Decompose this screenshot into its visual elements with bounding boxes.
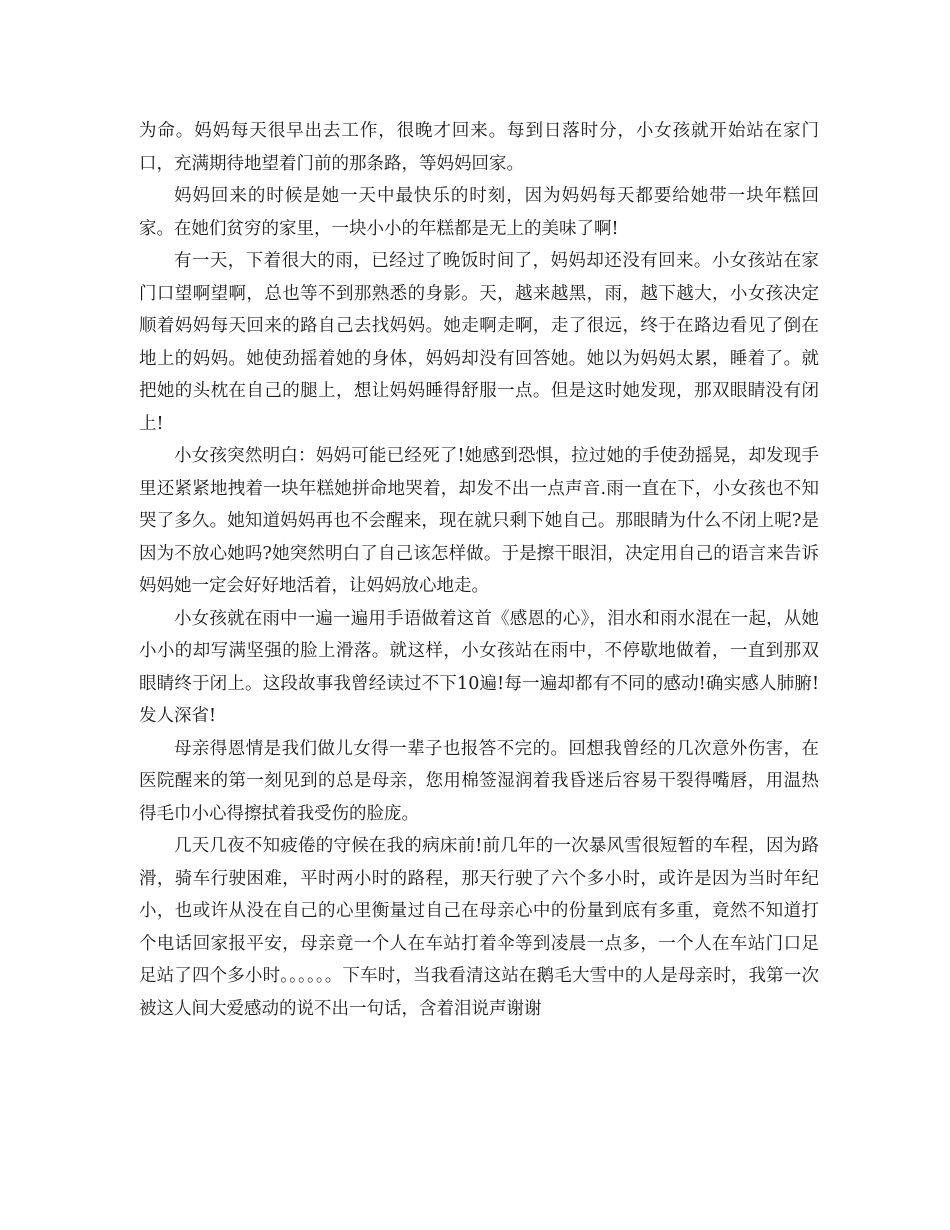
paragraph: 有一天，下着很大的雨，已经过了晚饭时间了，妈妈却还没有回来。小女孩站在家门口望啊望啊，总也等不到那熟悉的身影。天，越来越黑，雨，越下越大，小女孩决定顺着妈妈每天回来的路自己去找妈妈。她走啊走啊，走了很远，终于在路边看见了倒在地上的妈妈。她使劲摇着她的身体，妈妈却没有回答她。她以为妈妈太累，睡着了。就把她的头枕在自己的腿上，想让妈妈睡得舒服一点。但是这时她发现，那双眼睛没有闭上! bbox=[139, 251, 819, 434]
body-text bbox=[139, 115, 819, 1025]
paragraph: 妈妈回来的时候是她一天中最快乐的时刻，因为妈妈每天都要给她带一块年糕回家。在她们贫穷的家里，一块小小的年糕都是无上的美味了啊! bbox=[139, 186, 819, 239]
paragraph: 小女孩突然明白：妈妈可能已经死了!她感到恐惧，拉过她的手使劲摇晃，却发现手里还紧紧地拽着一块年糕她拼命地哭着，却发不出一点声音.雨一直在下，小女孩也不知哭了多久。她知道妈妈再也不会醒来，现在就只剩下她自己。那眼睛为什么不闭上呢?是因为不放心她吗?她突然明白了自己该怎样做。于是擦干眼泪，决定用自己的语言来告诉妈妈她一定会好好地活着，让妈妈放心地走。 bbox=[139, 446, 819, 596]
paragraph: 几天几夜不知疲倦的守候在我的病床前!前几年的一次暴风雪很短暂的车程，因为路滑，骑车行驶困难，平时两小时的路程，那天行驶了六个多小时，或许是因为当时年纪小，也或许从没在自己的心里衡量过自己在母亲心中的份量到底有多重，竟然不知道打个电话回家报平安，母亲竟一个人在车站打着伞等到凌晨一点多，一个人在车站门口足足站了四个多小时。。。。。。下车时，当我看清这站在鹅毛大雪中的人是母亲时，我第一次被这人间大爱感动的说不出一句话，含着泪说声谢谢 bbox=[139, 836, 819, 1019]
paragraph: 为命。妈妈每天很早出去工作，很晚才回来。每到日落时分，小女孩就开始站在家门口，充满期待地望着门前的那条路，等妈妈回家。 bbox=[139, 121, 819, 174]
paragraph: 小女孩就在雨中一遍一遍用手语做着这首《感恩的心》，泪水和雨水混在一起，从她小小的却写满坚强的脸上滑落。就这样，小女孩站在雨中，不停歇地做着，一直到那双眼睛终于闭上。这段故事我曾经读过不下10遍!每一遍却都有不同的感动!确实感人肺腑!发人深省! bbox=[139, 608, 819, 726]
paragraph: 母亲得恩情是我们做儿女得一辈子也报答不完的。回想我曾经的几次意外伤害，在医院醒来的第一刻见到的总是母亲，您用棉签湿润着我昏迷后容易干裂得嘴唇，用温热得毛巾小心得擦拭着我受伤的脸庞。 bbox=[139, 738, 819, 824]
